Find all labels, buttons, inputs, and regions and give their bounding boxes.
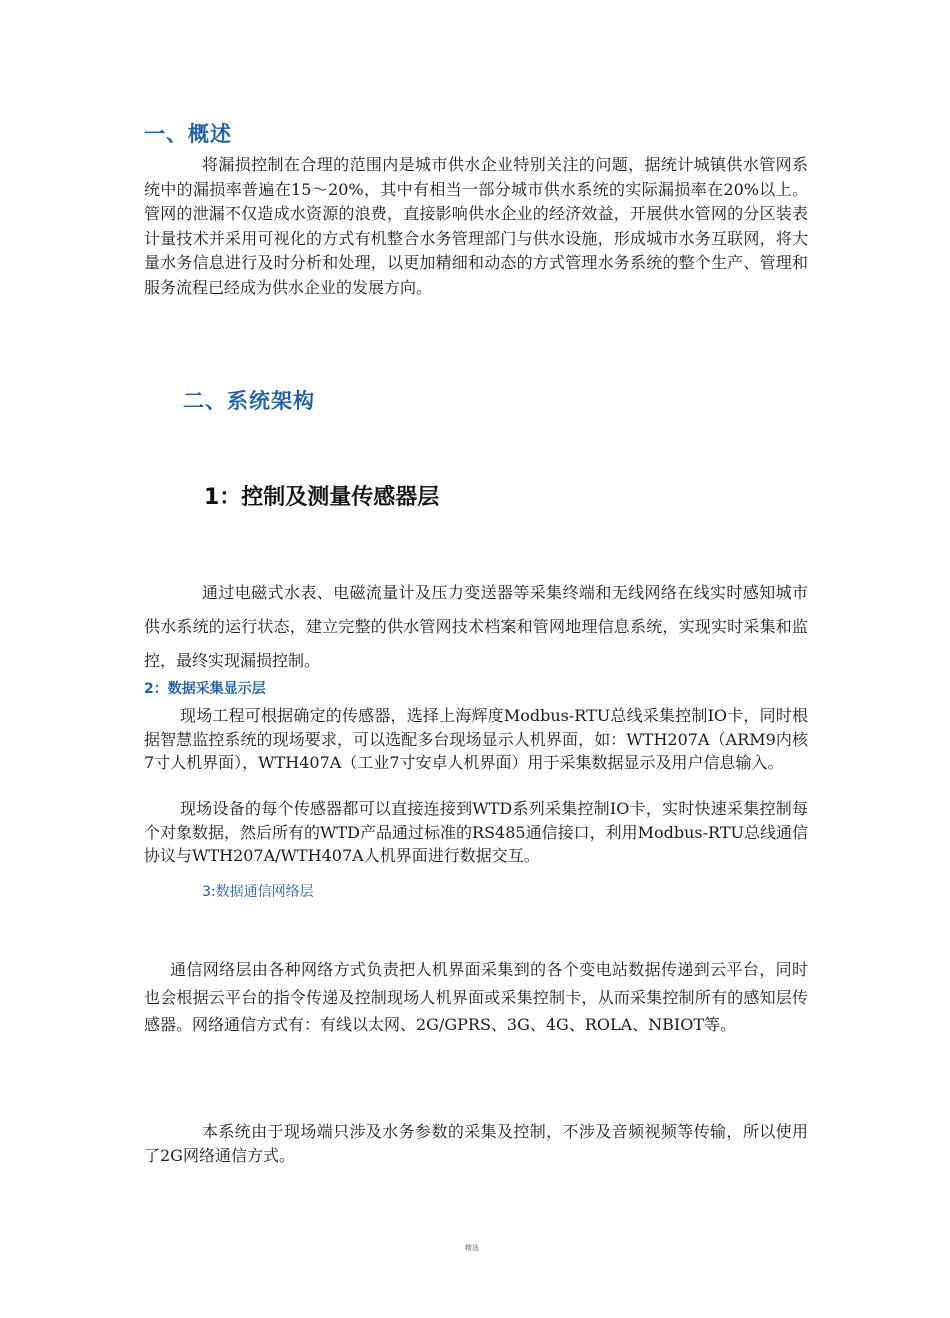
overview-paragraph: 将漏损控制在合理的范围内是城市供水企业特别关注的问题，据统计城镇供水管网系统中的漏损率普遍在15～20%，其中有相当一部分城市供水系统的实际漏损率在20%以上。管网的泄漏不仅造成水资源的浪费，直接影响供水企业的经济效益，开展供水管网的分区装表计量技术并采用可视化的方式有机整合水务管理部门与供水设施，形成城市水务互联网，将大量水务信息进行及时分析和处理，以更加精细和动态的方式管理水务系统的整个生产、管理和服务流程已经成为供水企业的发展方向。: [144, 155, 808, 297]
layer1-heading: 1：控制及测量传感器层: [204, 485, 440, 510]
layer3-paragraph: 通信网络层由各种网络方式负责把人机界面采集到的各个变电站数据传递到云平台，同时也会根据云平台的指令传递及控制现场人机界面或采集控制卡，从而采集控制所有的感知层传感器。网络通信方式有：有线以太网、2G/GPRS、3G、4G、ROLA、NBIOT等。: [144, 960, 808, 1034]
page-footer-label: 精选: [465, 1244, 479, 1252]
layer3-heading: 3:数据通信网络层: [202, 884, 314, 900]
closing-paragraph: 本系统由于现场端只涉及水务参数的采集及控制，不涉及音频视频等传输，所以使用了2G网络通信方式。: [144, 1122, 808, 1165]
layer1-paragraph: 通过电磁式水表、电磁流量计及压力变送器等采集终端和无线网络在线实时感知城市供水系统的运行状态，建立完整的供水管网技术档案和管网地理信息系统，实现实时采集和监控，最终实现漏损控制。: [144, 583, 808, 670]
overview-heading: 一、概述: [144, 122, 232, 146]
layer2-heading: 2：数据采集显示层: [144, 681, 266, 697]
architecture-heading: 二、系统架构: [183, 389, 315, 413]
layer2-paragraph-a: 现场工程可根据确定的传感器，选择上海辉度Modbus-RTU总线采集控制IO卡，同时根据智慧监控系统的现场要求，可以选配多台现场显示人机界面，如：WTH207A（ARM9内核7寸人机界面），WTH407A（工业7寸安卓人机界面）用于采集数据显示及用户信息输入。: [144, 706, 808, 772]
layer2-paragraph-b: 现场设备的每个传感器都可以直接连接到WTD系列采集控制IO卡，实时快速采集控制每个对象数据，然后所有的WTD产品通过标准的RS485通信接口，利用Modbus-RTU总线通信协议与WTH207A/WTH407A人机界面进行数据交互。: [144, 799, 808, 865]
